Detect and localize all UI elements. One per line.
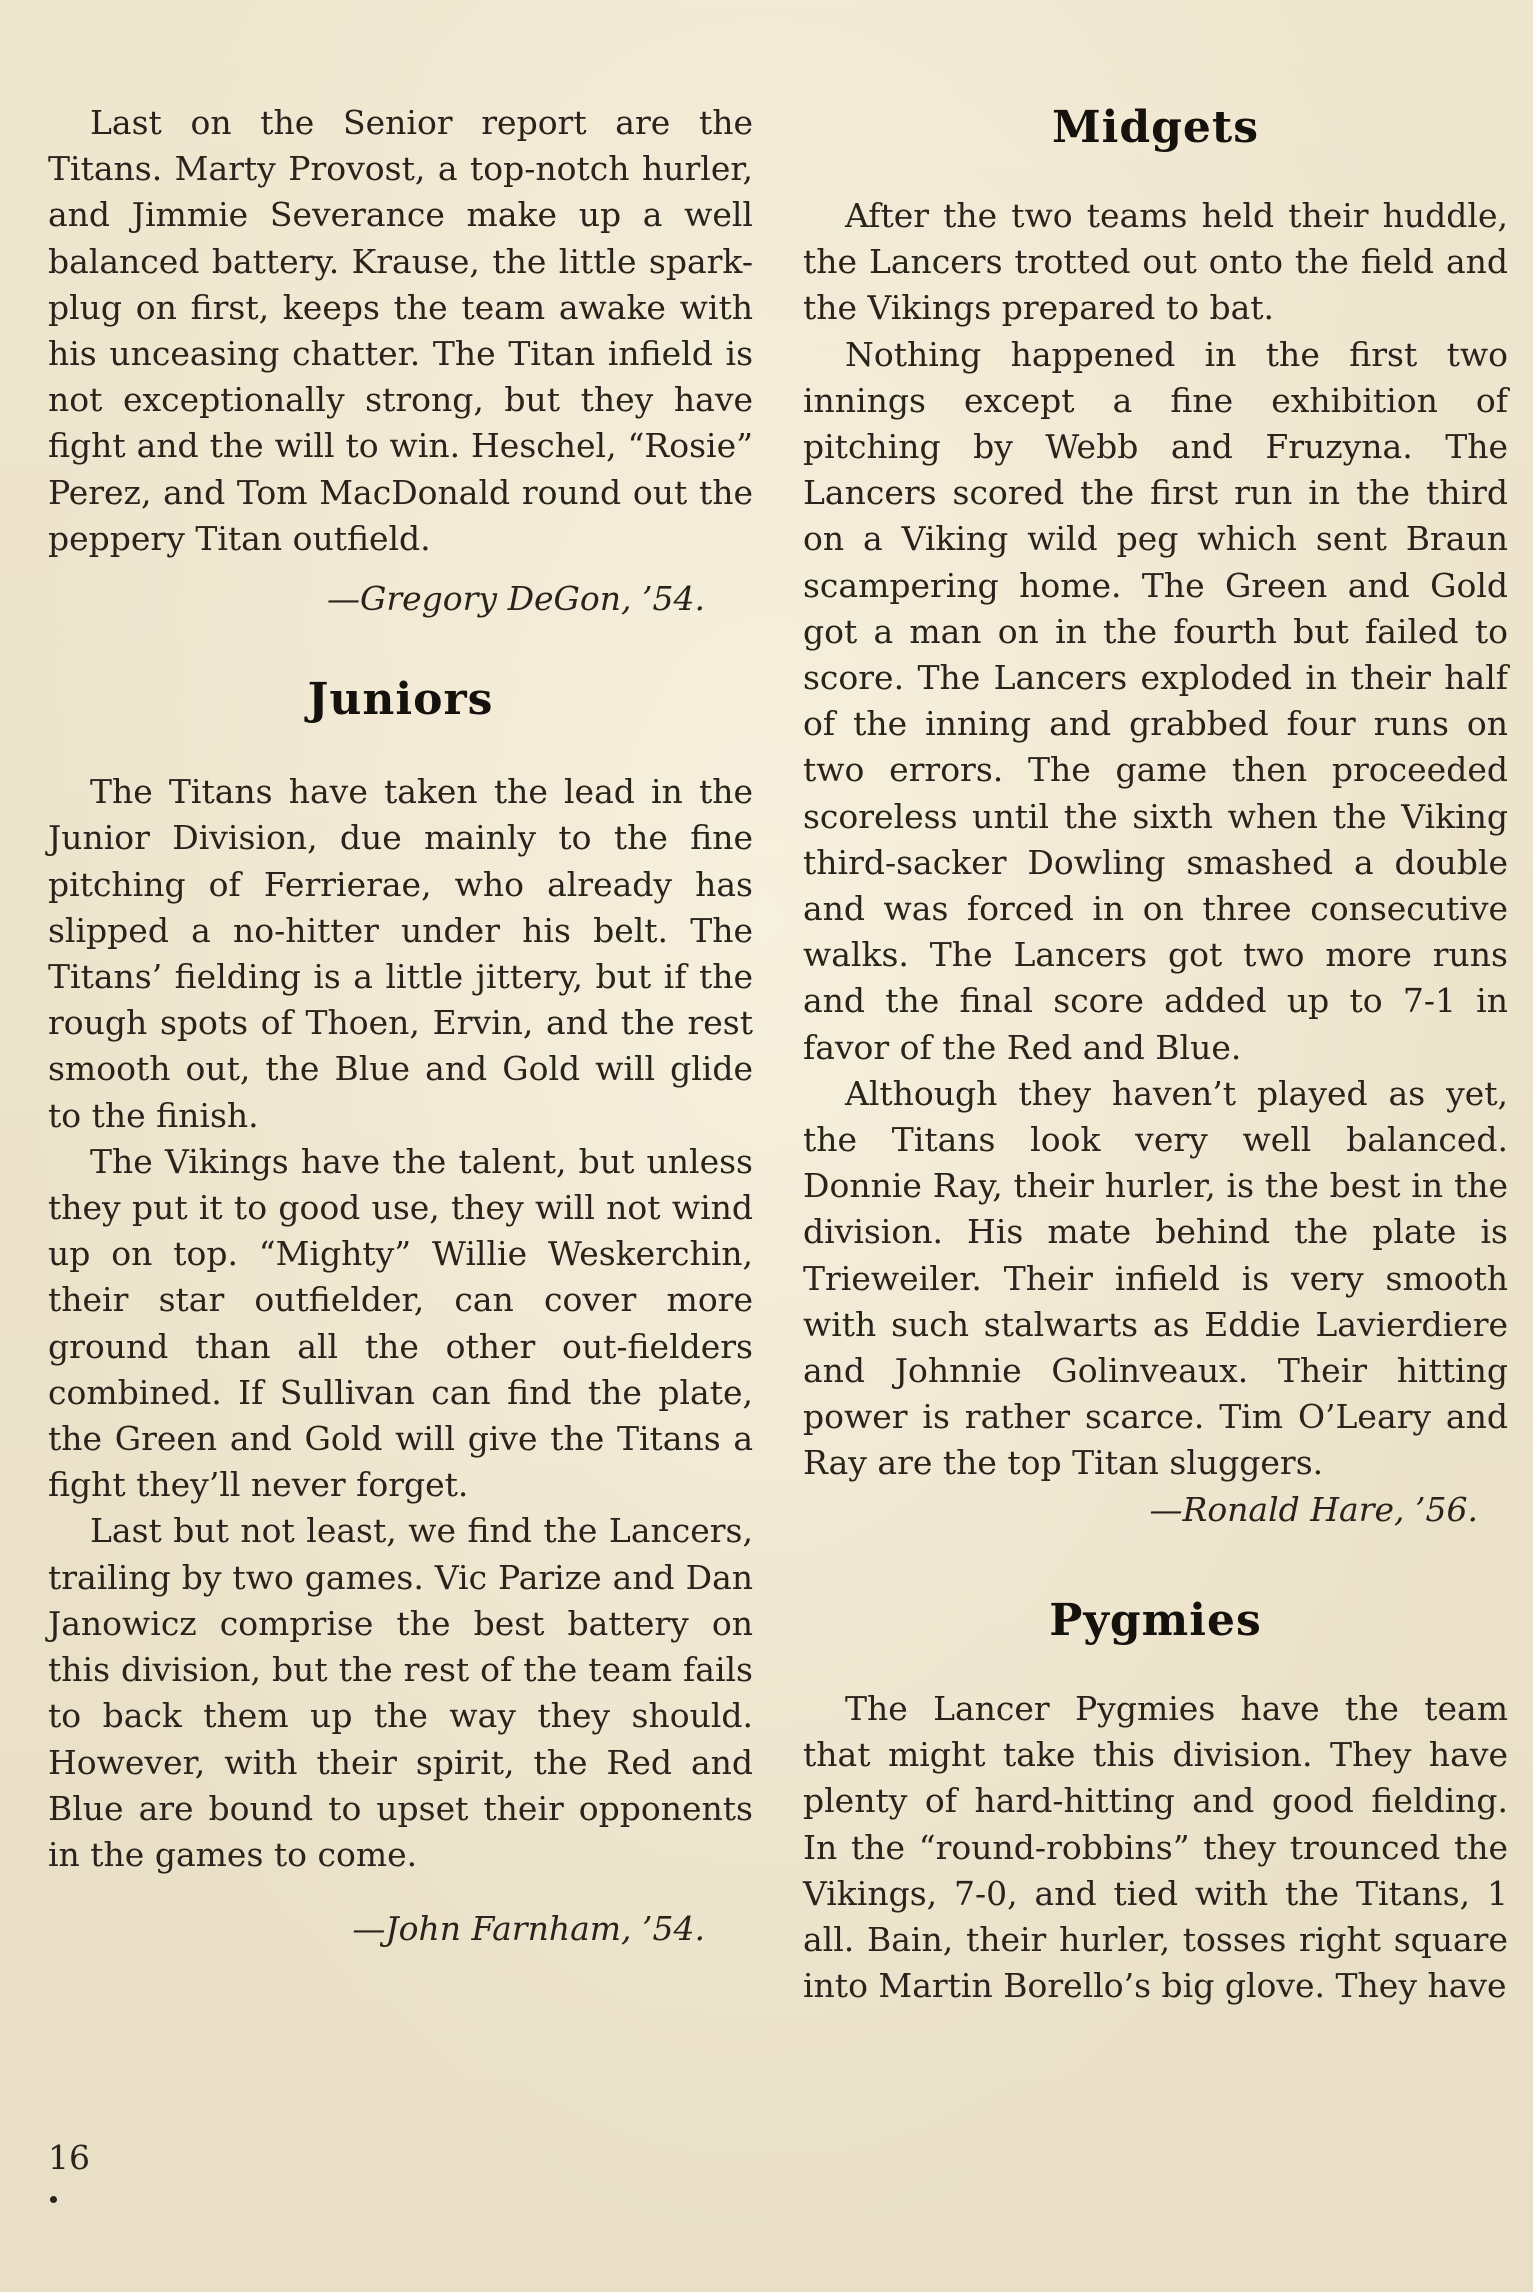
juniors-paragraph-1: The Titans have taken the lead in the Junior Division, due mainly to the fine pitching of Ferrierae, who already has slipped a no-hitter under his belt. The Titans’ fielding is a little jittery, but if the rough spots of Thoen, Ervin, and the rest smooth out, the Blue and Gold will glide to the finish. (48, 772, 753, 1135)
midgets-paragraph-2: Nothing happened in the first two innings except a fine exhibition of pitching by Webb and Fruzyna. The Lancers scored the first run in the third on a Viking wild peg which sent Braun scampering home. The Green and Gold got a man on in the fourth but failed to score. The Lancers exploded in their half of the inning and grabbed four runs on two errors. The game then proceeded scoreless until the sixth when the Viking third-sacker Dowling smashed a double and was forced in on three consecutive walks. The Lancers got two more runs and the final score added up to 7-1 in favor of the Red and Blue. (803, 334, 1508, 1067)
midgets-paragraph-1: After the two teams held their huddle, the Lancers trotted out onto the field and the Vikings prepared to bat. (803, 196, 1508, 328)
juniors-paragraph-2: The Vikings have the talent, but unless they put it to good use, they will not wind up on top. “Mighty” Willie Weskerchin, their star outfielder, can cover more ground than all the other out-fielders combined. If Sullivan can find the plate, the Green and Gold will give the Titans a fight they’ll never forget. (48, 1141, 753, 1505)
page-number: 16 (48, 2138, 90, 2177)
left-column (48, 100, 753, 1952)
midgets-heading: Midgets (1051, 102, 1260, 153)
juniors-signature: —John Farnham, ’54. (352, 1909, 705, 1949)
right-column (803, 100, 1508, 2009)
seniors-signature: —Gregory DeGon, ’54. (327, 579, 705, 619)
midgets-paragraph-3: Although they haven’t played as yet, the Titans look very well balanced. Donnie Ray, their hurler, is the best in the division. His mate behind the plate is Trieweiler. Their infield is very smooth with such stalwarts as Eddie Lavierdiere and Johnnie Golinveaux. Their hitting power is rather scarce. Tim O’Leary and Ray are the top Titan sluggers. (803, 1073, 1508, 1483)
page-dot-mark (50, 2196, 57, 2203)
seniors-titans-paragraph: Last on the Senior report are the Titans. Marty Provost, a top-notch hurler, and Jimmie Severance make up a well balanced battery. Krause, the little spark-plug on first, keeps the team awake with his unceasing chatter. The Titan infield is not exceptionally strong, but they have fight and the will to win. Heschel, “Rosie” Perez, and Tom MacDonald round out the peppery Titan outfield. (48, 103, 753, 558)
midgets-signature: —Ronald Hare, ’56. (1149, 1489, 1478, 1529)
pygmies-paragraph: The Lancer Pygmies have the team that might take this division. They have plenty of hard-hitting and good fielding. In the “round-robbins” they trounced the Vikings, 7-0, and tied with the Titans, 1 all. Bain, their hurler, tosses right square into Martin Borello’s big glove. They have (803, 1688, 1508, 2006)
juniors-heading: Juniors (307, 674, 494, 726)
pygmies-heading: Pygmies (1049, 1594, 1262, 1646)
juniors-paragraph-3: Last but not least, we find the Lancers, trailing by two games. Vic Parize and Dan Janowicz comprise the best battery on this division, but the rest of the team fails to back them up the way they should. However, with their spirit, the Red and Blue are bound to upset their opponents in the games to come. (48, 1511, 753, 1874)
